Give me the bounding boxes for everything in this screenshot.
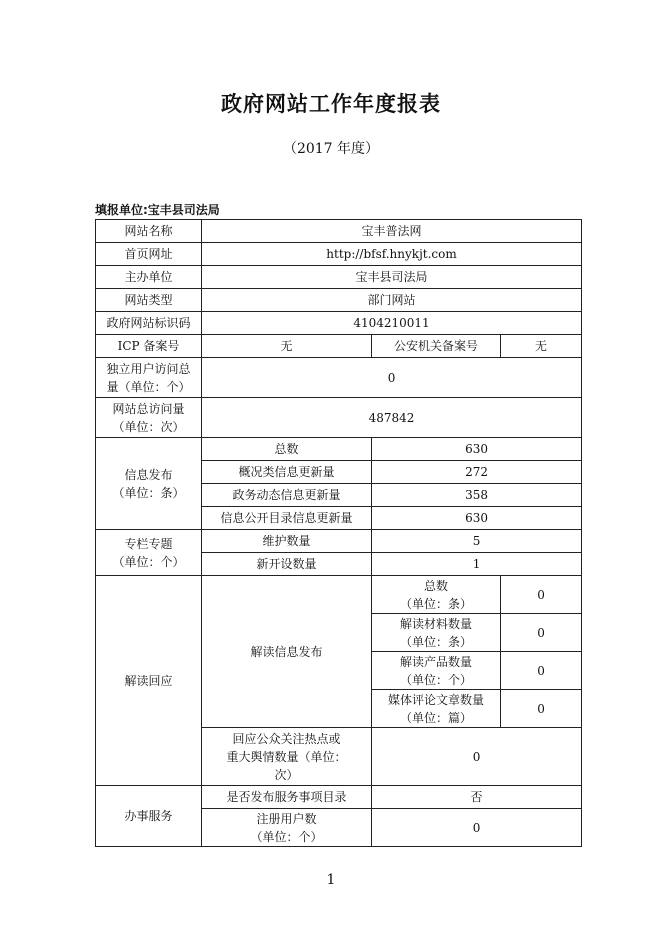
report-table [95, 219, 582, 847]
gov-id-value: 4104210011 [202, 312, 582, 335]
response-value: 0 [372, 728, 582, 786]
page-views-value: 487842 [202, 398, 582, 438]
unique-visitors-label: 独立用户访问总 量（单位：个） [96, 358, 202, 398]
police-record-label: 公安机关备案号 [372, 335, 501, 358]
special-column-label: 专栏专题 （单位：个） [96, 530, 202, 576]
column-maintained-label: 维护数量 [202, 530, 372, 553]
info-news-value: 358 [372, 484, 582, 507]
interp-total-label: 总数 （单位：条） [372, 576, 501, 614]
site-type-label: 网站类型 [96, 289, 202, 312]
info-catalog-value: 630 [372, 507, 582, 530]
registered-users-value: 0 [372, 809, 582, 847]
table-row [96, 398, 582, 438]
page-number: 1 [326, 872, 336, 888]
homepage-value: http://bfsf.hnykjt.com [202, 243, 582, 266]
interp-media-value: 0 [501, 690, 582, 728]
service-catalog-value: 否 [372, 786, 582, 809]
interp-total-value: 0 [501, 576, 582, 614]
interp-material-label: 解读材料数量 （单位：条） [372, 614, 501, 652]
column-new-value: 1 [372, 553, 582, 576]
icp-label: ICP 备案号 [96, 335, 202, 358]
info-overview-label: 概况类信息更新量 [202, 461, 372, 484]
interpretation-publish-label: 解读信息发布 [202, 576, 372, 728]
table-row [96, 576, 582, 614]
table-row [96, 243, 582, 266]
table-row [96, 358, 582, 398]
sponsor-label: 主办单位 [96, 266, 202, 289]
report-year: （2017 年度） [282, 141, 380, 157]
table-row [96, 530, 582, 553]
table-row [96, 289, 582, 312]
info-total-label: 总数 [202, 438, 372, 461]
filing-unit: 填报单位:宝丰县司法局 [95, 203, 220, 217]
interp-product-value: 0 [501, 652, 582, 690]
info-news-label: 政务动态信息更新量 [202, 484, 372, 507]
police-record-value: 无 [501, 335, 582, 358]
report-title: 政府网站工作年度报表 [221, 92, 441, 116]
unique-visitors-value: 0 [202, 358, 582, 398]
interp-material-value: 0 [501, 614, 582, 652]
table-row [96, 786, 582, 809]
info-overview-value: 272 [372, 461, 582, 484]
homepage-label: 首页网址 [96, 243, 202, 266]
interp-media-label: 媒体评论文章数量 （单位：篇） [372, 690, 501, 728]
interp-product-label: 解读产品数量 （单位：个） [372, 652, 501, 690]
site-type-value: 部门网站 [202, 289, 582, 312]
table-row [96, 438, 582, 461]
site-name-label: 网站名称 [96, 220, 202, 243]
page-views-label: 网站总访问量 （单位：次） [96, 398, 202, 438]
response-label: 回应公众关注热点或 重大舆情数量（单位： 次） [202, 728, 372, 786]
column-maintained-value: 5 [372, 530, 582, 553]
table-row [96, 335, 582, 358]
column-new-label: 新开设数量 [202, 553, 372, 576]
icp-value: 无 [202, 335, 372, 358]
service-label: 办事服务 [96, 786, 202, 847]
registered-users-label: 注册用户数 （单位：个） [202, 809, 372, 847]
info-publish-label: 信息发布 （单位：条） [96, 438, 202, 530]
service-catalog-label: 是否发布服务事项目录 [202, 786, 372, 809]
table-row [96, 220, 582, 243]
table-row [96, 312, 582, 335]
info-catalog-label: 信息公开目录信息更新量 [202, 507, 372, 530]
table-row [96, 266, 582, 289]
sponsor-value: 宝丰县司法局 [202, 266, 582, 289]
gov-id-label: 政府网站标识码 [96, 312, 202, 335]
info-total-value: 630 [372, 438, 582, 461]
interpretation-label: 解读回应 [96, 576, 202, 786]
site-name-value: 宝丰普法网 [202, 220, 582, 243]
